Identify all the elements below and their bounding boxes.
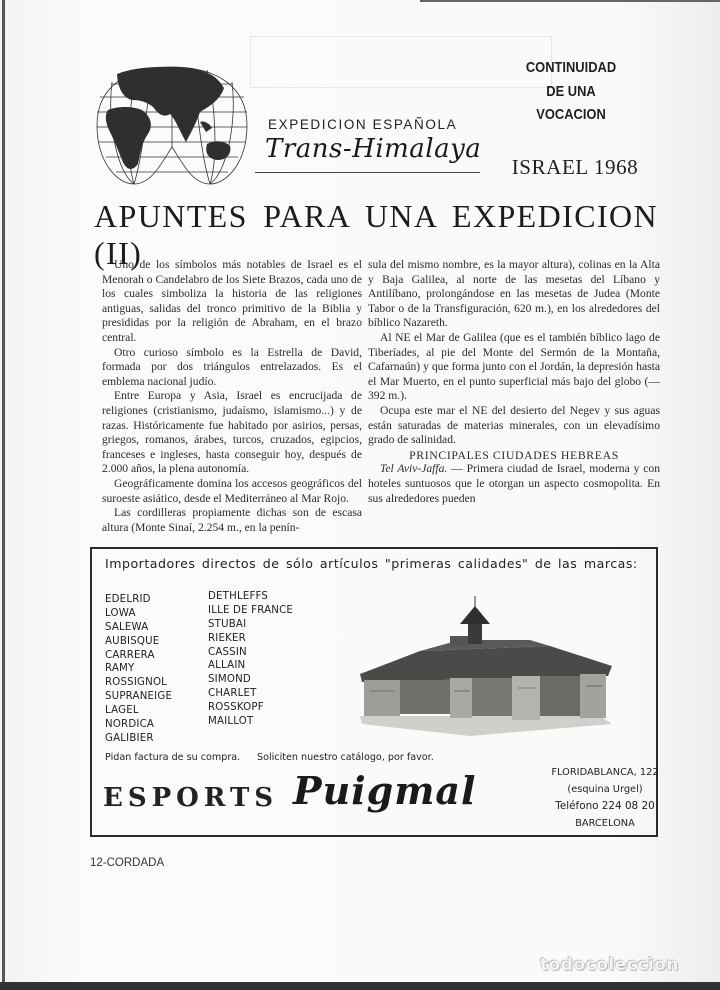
brand-item: ILLE DE FRANCE (208, 604, 294, 616)
brand-item: STUBAI (208, 618, 247, 630)
city-name: Tel Aviv-Jaffa. (380, 462, 448, 476)
brand-item: NORDICA (105, 719, 155, 731)
brand-item: LAGEL (105, 705, 139, 717)
brand-item: SUPRANEIGE (105, 691, 173, 703)
brand-list-2 (208, 590, 293, 729)
series-title-line: DE UNA (546, 82, 596, 100)
expedition-name: Trans-Himalaya (265, 134, 482, 164)
address-line: (esquina Urgel) (567, 784, 643, 795)
address-city: BARCELONA (575, 818, 635, 829)
expedition-label: EXPEDICION ESPAÑOLA (268, 117, 458, 132)
advert-headline: Importadores directos de sólo artículos "primeras calidades" de las marcas: (105, 556, 638, 571)
header-rule (255, 172, 480, 173)
paragraph: Otro curioso símbolo es la Estrella de David, formada por dos triángulos entrelazados. Es el emblema nacional judío. (102, 345, 362, 388)
paragraph: Al NE el Mar de Galilea (que es el también bíblico lago de Tiberíades, al pie del Monte del Sermón de la Montaña, Cafarnaún) y que forma junto con el Jordán, la depresión hasta el Mar Muerto, en el punto superficial más bajo del globo (—392 m.). (368, 330, 660, 403)
series-title (510, 56, 632, 127)
page-top-edge (420, 0, 720, 2)
article-title: APUNTES PARA UNA EXPEDICION (II) (94, 198, 659, 271)
series-title-line: CONTINUIDAD (525, 59, 617, 76)
brand-item: EDELRID (105, 594, 151, 605)
brand-item: MAILLOT (208, 716, 254, 728)
watermark: todocoleccion (540, 955, 680, 975)
bleed-through-box (250, 36, 552, 88)
brand-item: ROSSIGNOL (105, 677, 168, 689)
shop-name-puigmal: Puigmal (293, 768, 477, 813)
brand-item: GALIBIER (105, 732, 154, 744)
paragraph: sula del mismo nombre, es la mayor altura), colinas en la Alta y Baja Galilea, al norte de las mesetas del Líbano y Antilíbano, prolongándose en las mesetas de Judea (Monte Tabor o de la Transfiguración, 620 m.), en los alrededores del bíblico Nazareth. (368, 258, 660, 330)
series-subtitle: ISRAEL 1968 (511, 155, 639, 179)
brand-item: AUBISQUE (105, 635, 160, 647)
paragraph (368, 462, 660, 506)
brand-item: RIEKER (208, 632, 246, 644)
paragraph: Geográficamente domina los accesos geográficos del suroeste asiático, desde el Mediterráneo al Mar Rojo. (102, 476, 362, 505)
address-line: FLORIDABLANCA, 122 (551, 767, 659, 778)
paragraph: Uno de los símbolos más notables de Israel es el Menorah o Candelabro de los Siete Brazos, cada uno de los cuales simboliza la historia de las religiones antiguas, salidas del tronco primitivo de la Biblia y presididas por la religión de Abraham, en el brazo central. (102, 258, 362, 344)
advert-note-invoice: Pidan factura de su compra. (105, 752, 241, 763)
page-bottom-edge (0, 982, 720, 990)
paragraph: Ocupa este mar el NE del desierto del Negev y sus aguas están saturadas de materias minerales, con un elevadísimo grado de salinidad. (368, 403, 660, 447)
brand-item: CHARLET (208, 688, 257, 700)
article-column-2 (368, 258, 660, 506)
brand-item: ALLAIN (208, 660, 246, 672)
brand-item: RAMY (105, 663, 135, 675)
paragraph: Las cordilleras propiamente dichas son de escasa altura (Monte Sinaí, 2.254 m., en la penín- (102, 506, 362, 534)
city-description: — Primera ciudad de Israel, moderna y con hoteles suntuosos que le otorgan un aspecto cosmopolita. En sus alrededores pueden (368, 462, 660, 505)
series-title-line: VOCACION (536, 106, 606, 123)
page-left-edge (2, 0, 5, 990)
brand-item: CARRERA (105, 649, 155, 661)
brand-item: SIMOND (208, 674, 251, 686)
brand-item: SALEWA (105, 621, 149, 633)
address-phone: Teléfono 224 08 20 (555, 800, 655, 812)
article-column-1 (102, 258, 362, 535)
page-number-label: 12-CORDADA (90, 857, 165, 869)
shop-address (545, 764, 665, 832)
paragraph: Entre Europa y Asia, Israel es encrucijada de religiones (cristianismo, judaísmo, islamismo...) y de razas. Históricamente fue habitado por asirios, persas, griegos, romanos, árabes, turcos, cruzados, egipcios, franceses e ingleses, hasta conseguir hoy, después de 2.000 años, la plena autonomía. (102, 389, 362, 476)
brand-item: LOWA (105, 607, 136, 619)
shop-name-esports: ESPORTS (103, 783, 279, 813)
brand-item: ROSSKOPF (208, 702, 264, 714)
brand-item: DETHLEFFS (208, 591, 269, 602)
section-subheading: PRINCIPALES CIUDADES HEBREAS (409, 447, 619, 462)
brand-list-1 (105, 593, 172, 746)
world-map-globe-icon (92, 62, 252, 188)
mountain-refuge-building-illustration (350, 596, 620, 736)
advert-note-catalog: Soliciten nuestro catálogo, por favor. (257, 752, 434, 763)
brand-item: CASSIN (208, 646, 247, 658)
